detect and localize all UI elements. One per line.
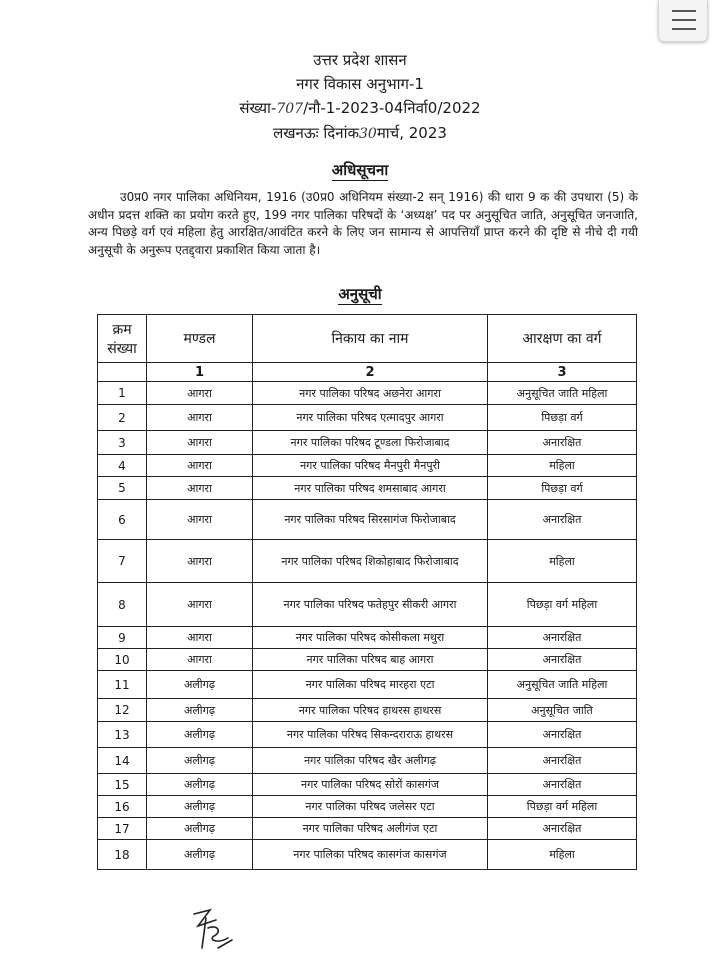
table-body bbox=[98, 382, 637, 870]
table-row bbox=[98, 671, 637, 699]
serial-cell: 1 bbox=[98, 382, 147, 405]
body-name-cell: नगर पालिका परिषद अलीगंज एटा bbox=[253, 818, 488, 840]
body-name-cell: नगर पालिका परिषद सोरों कासगंज bbox=[253, 774, 488, 796]
division-cell: अलीगढ़ bbox=[147, 774, 253, 796]
serial-cell: 9 bbox=[98, 627, 147, 649]
notification-heading bbox=[0, 160, 720, 180]
table-row bbox=[98, 583, 637, 627]
body-name-cell: नगर पालिका परिषद कोसीकला मथुरा bbox=[253, 627, 488, 649]
menu-button[interactable] bbox=[658, 0, 708, 42]
table-row bbox=[98, 699, 637, 722]
serial-cell: 15 bbox=[98, 774, 147, 796]
reservation-cell: पिछड़ा वर्ग महिला bbox=[488, 583, 637, 627]
table-row bbox=[98, 649, 637, 671]
table-row bbox=[98, 455, 637, 477]
serial-cell: 3 bbox=[98, 431, 147, 455]
table-row bbox=[98, 722, 637, 748]
body-name-cell: नगर पालिका परिषद मैनपुरी मैनपुरी bbox=[253, 455, 488, 477]
header-division: मण्डल bbox=[147, 315, 253, 363]
reservation-cell: अनुसूचित जाति महिला bbox=[488, 671, 637, 699]
reservation-cell: अनुसूचित जाति bbox=[488, 699, 637, 722]
reservation-cell: अनारक्षित bbox=[488, 431, 637, 455]
reference-number-prefix: संख्या- bbox=[239, 99, 277, 117]
serial-cell: 8 bbox=[98, 583, 147, 627]
serial-cell: 11 bbox=[98, 671, 147, 699]
body-name-cell: नगर पालिका परिषद फतेहपुर सीकरी आगरा bbox=[253, 583, 488, 627]
reference-number bbox=[0, 96, 720, 121]
body-name-cell: नगर पालिका परिषद एत्मादपुर आगरा bbox=[253, 405, 488, 431]
reservation-cell: अनारक्षित bbox=[488, 818, 637, 840]
serial-cell: 4 bbox=[98, 455, 147, 477]
schedule-title: अनुसूची bbox=[338, 285, 382, 303]
division-cell: आगरा bbox=[147, 477, 253, 500]
division-cell: आगरा bbox=[147, 382, 253, 405]
table-row bbox=[98, 405, 637, 431]
document-header bbox=[0, 48, 720, 146]
division-cell: आगरा bbox=[147, 405, 253, 431]
body-name-cell: नगर पालिका परिषद कासगंज कासगंज bbox=[253, 840, 488, 870]
serial-cell: 7 bbox=[98, 540, 147, 583]
header-serial: क्रम संख्या bbox=[98, 315, 147, 363]
date-suffix: मार्च, 2023 bbox=[376, 124, 447, 142]
date-prefix: लखनऊः दिनांक bbox=[273, 124, 359, 142]
section-name: नगर विकास अनुभाग-1 bbox=[296, 75, 424, 93]
table-row bbox=[98, 540, 637, 583]
notification-body: उ0प्र0 नगर पालिका अधिनियम, 1916 (उ0प्र0 अधिनियम संख्या-2 सन् 1916) की धारा 9 क की उपधारा (5) के अधीन प्रदत्त शक्ति का प्रयोग करते हुए, 199 नगर पालिका परिषदों के ‘अध्यक्ष’ पद पर अनुसूचित जाति, अनुसूचित जनजाति, अन्य पिछड़े वर्ग एवं महिला हेतु आरक्षित/आवंटित करने के लिए जन सामान्य से आपत्तियाँ प्राप्त करने की दृष्टि से नीचे दी गयी अनुसूची के अनुरूप एतद्द्वारा प्रकाशित किया जाता है। bbox=[88, 190, 638, 257]
serial-cell: 2 bbox=[98, 405, 147, 431]
reservation-cell: महिला bbox=[488, 540, 637, 583]
serial-cell: 13 bbox=[98, 722, 147, 748]
body-name-cell: नगर पालिका परिषद जलेसर एटा bbox=[253, 796, 488, 818]
table-row bbox=[98, 431, 637, 455]
reservation-cell: पिछड़ा वर्ग bbox=[488, 477, 637, 500]
body-name-cell: नगर पालिका परिषद सिकन्दराराऊ हाथरस bbox=[253, 722, 488, 748]
column-number: 1 bbox=[147, 363, 253, 382]
reference-number-handwritten: 707 bbox=[276, 101, 304, 117]
division-cell: आगरा bbox=[147, 500, 253, 540]
reservation-cell: महिला bbox=[488, 455, 637, 477]
division-cell: आगरा bbox=[147, 583, 253, 627]
serial-cell: 6 bbox=[98, 500, 147, 540]
column-number: 3 bbox=[488, 363, 637, 382]
body-name-cell: नगर पालिका परिषद शमसाबाद आगरा bbox=[253, 477, 488, 500]
date-handwritten: 30 bbox=[359, 126, 377, 142]
division-cell: अलीगढ़ bbox=[147, 818, 253, 840]
reservation-cell: महिला bbox=[488, 840, 637, 870]
department-name: उत्तर प्रदेश शासन bbox=[313, 51, 407, 69]
table-row bbox=[98, 748, 637, 774]
header-body-name: निकाय का नाम bbox=[253, 315, 488, 363]
division-cell: अलीगढ़ bbox=[147, 699, 253, 722]
table-row bbox=[98, 774, 637, 796]
division-cell: अलीगढ़ bbox=[147, 796, 253, 818]
reservation-cell: अनारक्षित bbox=[488, 774, 637, 796]
body-name-cell: नगर पालिका परिषद अछनेरा आगरा bbox=[253, 382, 488, 405]
division-cell: अलीगढ़ bbox=[147, 722, 253, 748]
body-name-cell: नगर पालिका परिषद मारहरा एटा bbox=[253, 671, 488, 699]
serial-cell: 12 bbox=[98, 699, 147, 722]
notification-title: अधिसूचना bbox=[331, 161, 389, 179]
reference-number-suffix: /नौ-1-2023-04निर्वा0/2022 bbox=[303, 99, 481, 117]
reservation-cell: अनारक्षित bbox=[488, 748, 637, 774]
reservation-cell: पिछड़ा वर्ग bbox=[488, 405, 637, 431]
table-row bbox=[98, 818, 637, 840]
column-number: 2 bbox=[253, 363, 488, 382]
body-name-cell: नगर पालिका परिषद खैर अलीगढ़ bbox=[253, 748, 488, 774]
body-name-cell: नगर पालिका परिषद सिरसागंज फिरोजाबाद bbox=[253, 500, 488, 540]
table-row bbox=[98, 500, 637, 540]
schedule-table bbox=[97, 314, 637, 870]
body-name-cell: नगर पालिका परिषद टूण्डला फिरोजाबाद bbox=[253, 431, 488, 455]
schedule-heading bbox=[0, 284, 720, 304]
serial-cell: 10 bbox=[98, 649, 147, 671]
serial-cell: 5 bbox=[98, 477, 147, 500]
serial-cell: 17 bbox=[98, 818, 147, 840]
header-reservation: आरक्षण का वर्ग bbox=[488, 315, 637, 363]
reservation-cell: अनारक्षित bbox=[488, 500, 637, 540]
division-cell: अलीगढ़ bbox=[147, 671, 253, 699]
division-cell: अलीगढ़ bbox=[147, 840, 253, 870]
serial-cell: 18 bbox=[98, 840, 147, 870]
division-cell: आगरा bbox=[147, 649, 253, 671]
signature-mark bbox=[188, 904, 238, 956]
column-number-row bbox=[98, 363, 637, 382]
division-cell: आगरा bbox=[147, 431, 253, 455]
body-name-cell: नगर पालिका परिषद हाथरस हाथरस bbox=[253, 699, 488, 722]
table-row bbox=[98, 477, 637, 500]
serial-cell: 16 bbox=[98, 796, 147, 818]
table-row bbox=[98, 796, 637, 818]
table-header-row bbox=[98, 315, 637, 363]
body-name-cell: नगर पालिका परिषद शिकोहाबाद फिरोजाबाद bbox=[253, 540, 488, 583]
body-name-cell: नगर पालिका परिषद बाह आगरा bbox=[253, 649, 488, 671]
document-date bbox=[0, 121, 720, 146]
table-row bbox=[98, 382, 637, 405]
column-number bbox=[98, 363, 147, 382]
division-cell: आगरा bbox=[147, 540, 253, 583]
table-row bbox=[98, 627, 637, 649]
division-cell: अलीगढ़ bbox=[147, 748, 253, 774]
reservation-cell: अनारक्षित bbox=[488, 722, 637, 748]
serial-cell: 14 bbox=[98, 748, 147, 774]
reservation-cell: पिछड़ा वर्ग महिला bbox=[488, 796, 637, 818]
reservation-cell: अनारक्षित bbox=[488, 649, 637, 671]
division-cell: आगरा bbox=[147, 627, 253, 649]
division-cell: आगरा bbox=[147, 455, 253, 477]
reservation-cell: अनारक्षित bbox=[488, 627, 637, 649]
reservation-cell: अनुसूचित जाति महिला bbox=[488, 382, 637, 405]
table-row bbox=[98, 840, 637, 870]
